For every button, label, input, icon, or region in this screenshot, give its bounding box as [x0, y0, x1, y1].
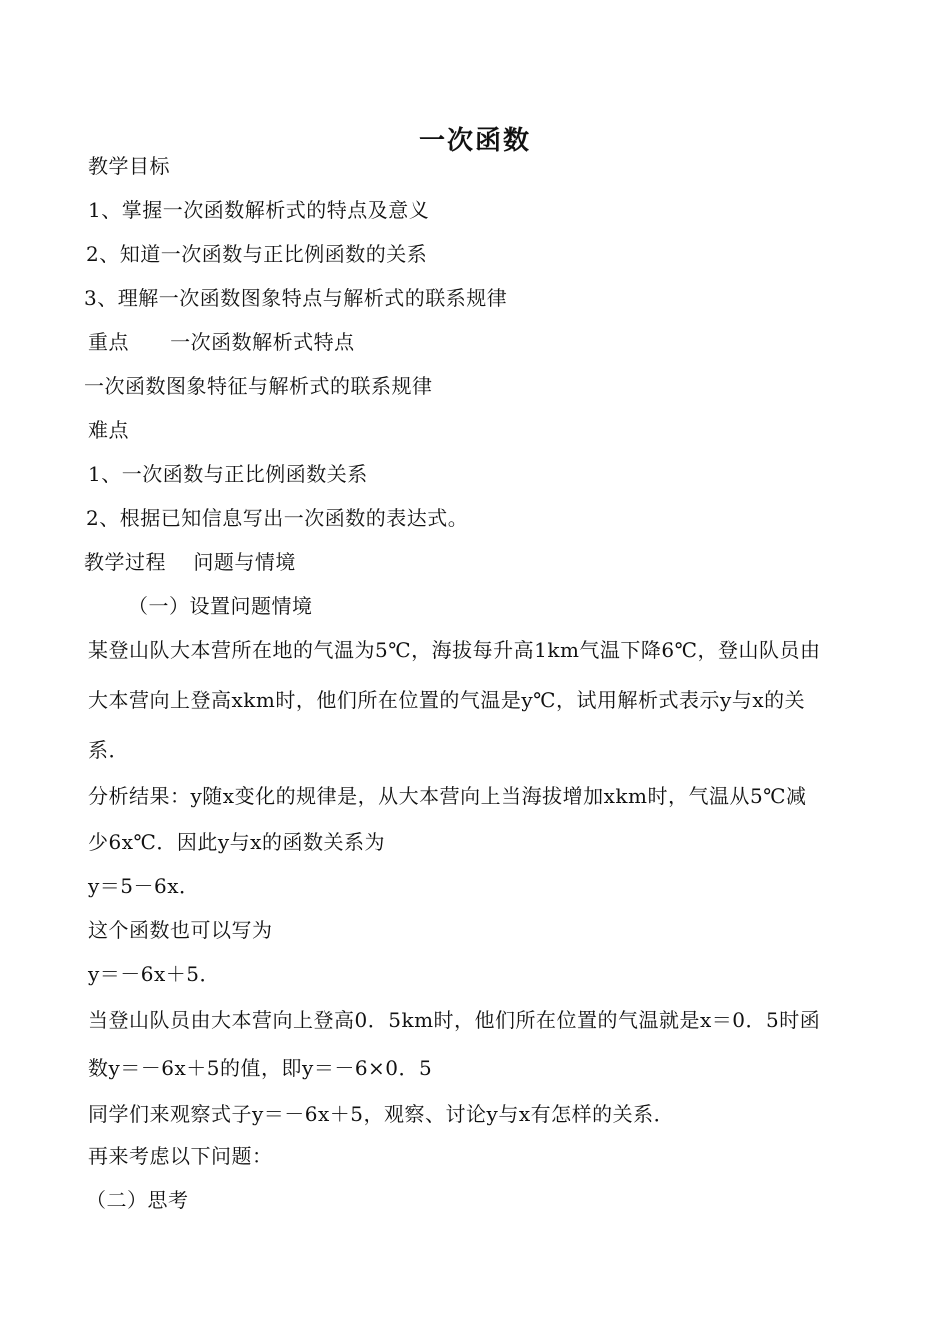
subsection-heading: （二）思考: [86, 1188, 189, 1212]
paragraph-line: 同学们来观察式子y＝－6x＋5，观察、讨论y与x有怎样的关系．: [88, 1102, 675, 1126]
objective-item: 2、知道一次函数与正比例函数的关系: [86, 242, 428, 266]
difficulty-item: 2、根据已知信息写出一次函数的表达式。: [86, 506, 469, 530]
paragraph-line: 某登山队大本营所在地的气温为5℃，海拔每升高1km气温下降6℃，登山队员由: [88, 638, 821, 662]
paragraph-line: 数y＝－6x＋5的值，即y＝－6×0．5: [88, 1056, 433, 1080]
paragraph-line: 当登山队员由大本营向上登高0．5km时，他们所在位置的气温就是x＝0．5时函: [88, 1008, 821, 1032]
difficulty-item: 1、一次函数与正比例函数关系: [88, 462, 368, 486]
section-heading-objectives: 教学目标: [88, 154, 170, 178]
paragraph-line: 这个函数也可以写为: [88, 918, 273, 942]
paragraph-line: 系．: [88, 738, 129, 762]
difficulty-heading: 难点: [88, 418, 129, 442]
formula-line: y＝－6x＋5．: [88, 962, 221, 986]
paragraph-line: 分析结果：y随x变化的规律是，从大本营向上当海拔增加xkm时，气温从5℃减: [88, 784, 807, 808]
objective-item: 3、理解一次函数图象特点与解析式的联系规律: [84, 286, 508, 310]
key-point-text: 一次函数图象特征与解析式的联系规律: [84, 374, 433, 398]
paragraph-line: 再来考虑以下问题：: [88, 1144, 273, 1168]
key-point-heading: 重点 一次函数解析式特点: [88, 330, 355, 354]
process-heading: 教学过程 问题与情境: [84, 550, 296, 574]
formula-line: y＝5－6x．: [88, 874, 200, 898]
objective-item: 1、掌握一次函数解析式的特点及意义: [88, 198, 430, 222]
paragraph-line: 大本营向上登高xkm时，他们所在位置的气温是y℃，试用解析式表示y与x的关: [88, 688, 806, 712]
paragraph-line: 少6x℃．因此y与x的函数关系为: [88, 830, 385, 854]
subsection-heading: （一）设置问题情境: [128, 594, 313, 618]
document-title: 一次函数: [418, 126, 531, 156]
